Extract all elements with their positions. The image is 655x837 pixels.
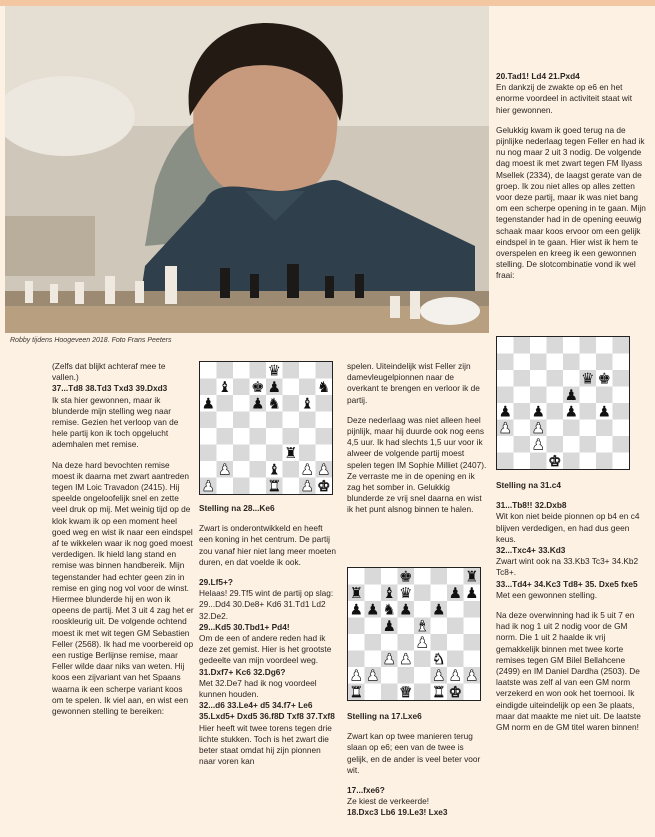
board-square <box>431 585 448 602</box>
board-square <box>365 651 382 668</box>
board-square <box>613 403 630 420</box>
board-square <box>530 387 547 404</box>
board-square <box>250 461 267 478</box>
black-pawn-icon <box>465 584 478 602</box>
board-square <box>547 354 564 371</box>
board-square <box>497 453 514 470</box>
board-square <box>547 387 564 404</box>
board-square <box>514 453 531 470</box>
board-square <box>530 370 547 387</box>
board-square <box>299 445 316 462</box>
board-square <box>530 337 547 354</box>
paragraph: Gelukkig kwam ik goed terug na de pijnlijke nederlaag tegen Feller en had ik nu nog maar 2 uit 3 nodig. De volgende dag moest ik met zwart tegen FM Ilyass Msellek (2334), de laagst gerate van de groep. Ik zou niet alles op alles zetten voor deze partij, maar ik was niet bang om een scherpe opening in te gaan. Mijn tegenstander had in de opening eeuwig schaak maar koos ervoor om een gelijk eindspel in te gaan. Hier wist ik hem te overspelen en kreeg ik een gewonnen stelling. De slotcombinatie vond ik wel fraai: <box>496 124 646 281</box>
board-square <box>250 428 267 445</box>
paragraph: Met 32.De7 had ik nog voordeel kunnen houden. <box>199 677 317 700</box>
board-square <box>464 601 481 618</box>
white-pawn-icon <box>416 634 429 652</box>
paragraph: Zwart wint ook na 33.Kb3 Tc3+ 34.Kb2 Tc8+. <box>496 556 639 578</box>
board-square <box>580 453 597 470</box>
white-bishop-icon <box>416 617 429 635</box>
board-square <box>200 428 217 445</box>
board-square <box>431 634 448 651</box>
white-pawn-icon <box>499 419 512 437</box>
white-knight-icon <box>432 650 445 668</box>
board-square <box>316 412 333 429</box>
white-rook-icon <box>350 683 363 700</box>
board-square <box>266 445 283 462</box>
board-square <box>414 568 431 585</box>
board-square <box>233 461 250 478</box>
paragraph: Na deze hard bevochten remise moest ik daarna met zwart aantreden tegen IM Loic Travadon (2415). Hij speelde ongeloofelijk snel en zette veel druk op mij. Met weinig tijd op de klok kwam ik op een moment heel goed weg en wist ik naar een eindspel af te wikkelen waar ik nog goed moest verdedigen. Ik hield lang stand en remise was binnen handbereik. Mijn tegenstander had echter geen zin in remise en ging nog vol voor de winst. Hiermee blunderde hij en won ik opeens de partij. Met 3 uit 4 zag het er rooskleurig uit. De volgende ochtend moest ik met wit tegen GM Sebastien Feller (2568). Ik had me voorbereid op een rustige Berlijnse remise, maar Feller wilde daar niks van weten. Hij koos een zijvariant van het Spaans waarna ik een scherpe variant koos om te spelen. Ik viel aan, en wist een gewonnen stelling te bereiken: <box>52 459 194 717</box>
board-square <box>464 634 481 651</box>
board-square <box>233 478 250 495</box>
move-text: 32...Txc4+ 33.Kd3 <box>496 545 566 556</box>
photo-caption: Robby tijdens Hoogeveen 2018. Foto Frans Peeters <box>10 337 172 344</box>
black-pawn-icon <box>432 601 445 619</box>
board-square <box>514 387 531 404</box>
board-square <box>299 379 316 396</box>
board-square <box>547 337 564 354</box>
paragraph: (Zelfs dat blijkt achteraf mee te vallen.) <box>52 361 166 383</box>
board-square <box>613 387 630 404</box>
board-square <box>200 379 217 396</box>
board-square <box>514 403 531 420</box>
board-square <box>414 585 431 602</box>
board-square <box>613 354 630 371</box>
board-square <box>580 436 597 453</box>
black-pawn-icon <box>366 601 379 619</box>
paragraph: Ik sta hier gewonnen, maar ik blunderde mijn stelling weg naar remise. Gezien het verloop van de hele partij kon ik toch opgelucht ademhalen met remise. <box>52 394 179 450</box>
paragraph: Ze kiest de verkeerde! <box>347 796 430 807</box>
photo-robby <box>5 6 489 333</box>
board-square <box>613 337 630 354</box>
white-queen-icon <box>399 683 412 700</box>
board-square <box>381 568 398 585</box>
board-square <box>233 395 250 412</box>
diagram-label: Stelling na 31.c4 <box>496 480 562 490</box>
board-square <box>250 445 267 462</box>
move-text: 32...d6 33.Le4+ d5 34.f7+ Le6 35.Lxd5+ Dxd5 36.f8D Txf8 37.Txf8 <box>199 700 335 722</box>
board-square <box>283 478 300 495</box>
board-square <box>596 337 613 354</box>
board-square <box>414 684 431 701</box>
board-square <box>580 387 597 404</box>
board-square <box>283 379 300 396</box>
paragraph: Helaas! 29.Tf5 wint de partij op slag: 29...Dd4 30.De8+ Kd6 31.Td1 Ld2 32.De2. <box>199 588 334 621</box>
board-square <box>514 420 531 437</box>
black-pawn-icon <box>449 584 462 602</box>
black-bishop-icon <box>218 378 231 396</box>
black-bishop-icon <box>301 395 314 413</box>
board-square <box>398 618 415 635</box>
paragraph: spelen. Uiteindelijk wist Feller zijn damevleugelpionnen naar de overkant te brengen en verloor ik de partij. <box>347 361 480 405</box>
black-king-icon <box>399 568 412 586</box>
black-pawn-icon <box>598 403 611 421</box>
board-square <box>563 370 580 387</box>
board-square <box>613 370 630 387</box>
column-right-top <box>496 71 647 291</box>
white-pawn-icon <box>532 436 545 454</box>
board-square <box>217 412 234 429</box>
board-square <box>283 362 300 379</box>
board-square <box>547 403 564 420</box>
white-rook-icon <box>432 683 445 700</box>
move-text: 31...Tb8!! 32.Dxb8 <box>496 500 567 511</box>
board-square <box>200 362 217 379</box>
black-pawn-icon <box>383 617 396 635</box>
white-king-icon <box>317 477 330 494</box>
chess-board-28-ke6 <box>199 361 333 495</box>
board-square <box>580 420 597 437</box>
board-square <box>447 568 464 585</box>
board-square <box>283 412 300 429</box>
column-4 <box>496 480 647 742</box>
board-square <box>217 445 234 462</box>
board-square <box>365 618 382 635</box>
diagram-label: Stelling na 17.Lxe6 <box>347 711 422 721</box>
board-square <box>613 453 630 470</box>
board-square <box>365 568 382 585</box>
move-text: 18.Dxc3 Lb6 19.Le3! Lxe3 <box>347 807 448 818</box>
black-rook-icon <box>465 568 478 586</box>
board-square <box>596 453 613 470</box>
board-square <box>447 634 464 651</box>
board-square <box>596 420 613 437</box>
board-square <box>464 684 481 701</box>
black-queen-icon <box>581 370 594 388</box>
black-pawn-icon <box>202 395 215 413</box>
board-square <box>547 436 564 453</box>
column-2 <box>199 503 336 776</box>
white-pawn-icon <box>366 667 379 685</box>
board-square <box>447 651 464 668</box>
board-square <box>414 667 431 684</box>
black-pawn-icon <box>268 378 281 396</box>
board-square <box>283 461 300 478</box>
black-pawn-icon <box>499 403 512 421</box>
black-queen-icon <box>399 584 412 602</box>
column-3-lower <box>347 711 487 819</box>
column-3 <box>347 361 487 525</box>
board-square <box>580 403 597 420</box>
white-pawn-icon <box>432 667 445 685</box>
board-square <box>348 618 365 635</box>
paragraph: Na deze overwinning had ik 5 uit 7 en had ik nog 1 uit 2 nodig voor de GM norm. Die 1 uit 2 haalde ik vrij gemakkelijk binnen met twee korte remises tegen GM Bilel Bellahcene (2499) en IM Daniel Dardha (2503). De laatste was zelf al van een GM norm verzekerd en won ook het toernooi. Ik eindigde uiteindelijk op een 3e plaats, maar dat maakte me niet uit. De laatste GM norm en de GM titel waren binnen! <box>496 610 641 733</box>
board-square <box>250 412 267 429</box>
board-square <box>547 420 564 437</box>
board-square <box>447 601 464 618</box>
chess-board-31-c4 <box>496 336 630 470</box>
board-square <box>233 445 250 462</box>
paragraph: Hier heeft wit twee torens tegen drie lichte stukken. Toch is het zwart die beter staat omdat hij zijn pionnen naar voren kan <box>199 722 332 767</box>
black-knight-icon <box>317 378 330 396</box>
black-pawn-icon <box>399 601 412 619</box>
board-square <box>563 436 580 453</box>
white-pawn-icon <box>532 419 545 437</box>
board-square <box>563 337 580 354</box>
board-square <box>381 634 398 651</box>
board-square <box>217 362 234 379</box>
board-square <box>348 651 365 668</box>
board-square <box>217 478 234 495</box>
board-square <box>266 412 283 429</box>
white-pawn-icon <box>301 461 314 479</box>
column-1 <box>52 361 194 726</box>
board-square <box>398 634 415 651</box>
board-square <box>596 436 613 453</box>
board-square <box>514 436 531 453</box>
board-square <box>580 354 597 371</box>
board-square <box>250 362 267 379</box>
board-square <box>299 412 316 429</box>
board-square <box>547 370 564 387</box>
board-square <box>596 354 613 371</box>
white-pawn-icon <box>383 650 396 668</box>
move-text: 33...Td4+ 34.Kc3 Td8+ 35. Dxe5 fxe5 <box>496 578 638 589</box>
board-square <box>200 445 217 462</box>
white-pawn-icon <box>202 477 215 494</box>
paragraph: Zwart kan op twee manieren terug slaan op e6; een van de twee is gelijk, en de ander is veel beter voor wit. <box>347 731 481 775</box>
board-square <box>316 395 333 412</box>
board-square <box>348 634 365 651</box>
white-pawn-icon <box>399 650 412 668</box>
board-square <box>580 337 597 354</box>
board-square <box>414 601 431 618</box>
diagram-label: Stelling na 28...Ke6 <box>199 503 275 513</box>
board-square <box>563 354 580 371</box>
paragraph: Om de een of andere reden had ik deze zet gemist. Hier is het grootste gedeelte van mijn voordeel weg. <box>199 633 332 666</box>
board-square <box>563 420 580 437</box>
board-square <box>613 436 630 453</box>
black-knight-icon <box>268 395 281 413</box>
move-text: 20.Tad1! Ld4 21.Pxd4 <box>496 71 580 81</box>
board-square <box>514 370 531 387</box>
white-king-icon <box>548 452 561 469</box>
board-square <box>316 428 333 445</box>
board-square <box>233 362 250 379</box>
board-square <box>596 387 613 404</box>
board-square <box>299 428 316 445</box>
board-square <box>316 362 333 379</box>
board-square <box>514 354 531 371</box>
board-square <box>497 387 514 404</box>
board-square <box>266 428 283 445</box>
board-square <box>398 667 415 684</box>
white-pawn-icon <box>218 461 231 479</box>
chess-board-17-lxe6 <box>347 567 481 701</box>
board-square <box>299 362 316 379</box>
board-square <box>563 453 580 470</box>
board-square <box>250 478 267 495</box>
black-rook-icon <box>284 444 297 462</box>
board-square <box>447 618 464 635</box>
black-bishop-icon <box>268 461 281 479</box>
black-pawn-icon <box>350 601 363 619</box>
board-square <box>217 428 234 445</box>
black-king-icon <box>251 378 264 396</box>
board-square <box>348 568 365 585</box>
black-knight-icon <box>383 601 396 619</box>
black-queen-icon <box>268 362 281 380</box>
board-square <box>283 395 300 412</box>
white-king-icon <box>449 683 462 700</box>
board-square <box>613 420 630 437</box>
board-square <box>464 651 481 668</box>
board-square <box>530 354 547 371</box>
move-text: 37...Td8 38.Td3 Txd3 39.Dxd3 <box>52 383 168 394</box>
move-text: 31.Dxf7+ Kc6 32.Dg6? <box>199 666 286 677</box>
white-rook-icon <box>268 477 281 494</box>
move-text: 29.Lf5+? <box>199 577 233 588</box>
board-square <box>365 684 382 701</box>
board-square <box>514 337 531 354</box>
paragraph: Deze nederlaag was niet alleen heel pijnlijk, maar hij duurde ook nog eens 4,5 uur. Ik had slechts 1,5 uur voor ik alweer de volgende partij moest spelen tegen IM Sophie Milliet (2407). Ze verraste me in de opening en ik zag het somber in. Gelukkig blunderde ze vrij snel daarna en wist ik het punt alsnog binnen te halen. <box>347 414 487 515</box>
board-square <box>200 412 217 429</box>
board-square <box>365 585 382 602</box>
move-text: 29...Kd5 30.Tbd1+ Pd4! <box>199 621 290 632</box>
board-square <box>233 412 250 429</box>
white-pawn-icon <box>350 667 363 685</box>
black-pawn-icon <box>565 403 578 421</box>
board-square <box>414 651 431 668</box>
black-pawn-icon <box>532 403 545 421</box>
board-square <box>497 436 514 453</box>
paragraph: En dankzij de zwakte op e6 en het enorme voordeel in activiteit staat wit hier gewonnen. <box>496 82 633 115</box>
board-square <box>497 337 514 354</box>
black-pawn-icon <box>251 395 264 413</box>
board-square <box>365 634 382 651</box>
board-square <box>233 379 250 396</box>
board-square <box>233 428 250 445</box>
board-square <box>497 370 514 387</box>
board-square <box>217 395 234 412</box>
paragraph: Met een gewonnen stelling. <box>496 589 598 600</box>
white-pawn-icon <box>317 461 330 479</box>
move-text: 17...fxe6? <box>347 785 385 796</box>
black-bishop-icon <box>383 584 396 602</box>
white-pawn-icon <box>449 667 462 685</box>
paragraph: Wit kon niet beide pionnen op b4 en c4 blijven verdedigen, en had dus geen keus. <box>496 511 640 544</box>
white-pawn-icon <box>465 667 478 685</box>
board-square <box>316 445 333 462</box>
board-square <box>381 684 398 701</box>
board-square <box>497 354 514 371</box>
board-square <box>431 618 448 635</box>
white-pawn-icon <box>301 477 314 494</box>
board-square <box>464 618 481 635</box>
board-square <box>431 568 448 585</box>
paragraph: Zwart is onderontwikkeld en heeft een koning in het centrum. De partij zou vanaf hier niet lang meer moeten duren, en dat voelde ik ook. <box>199 523 336 567</box>
board-square <box>530 453 547 470</box>
black-rook-icon <box>350 584 363 602</box>
black-king-icon <box>598 370 611 388</box>
black-pawn-icon <box>565 386 578 404</box>
board-square <box>283 428 300 445</box>
board-square <box>381 667 398 684</box>
board-square <box>200 461 217 478</box>
